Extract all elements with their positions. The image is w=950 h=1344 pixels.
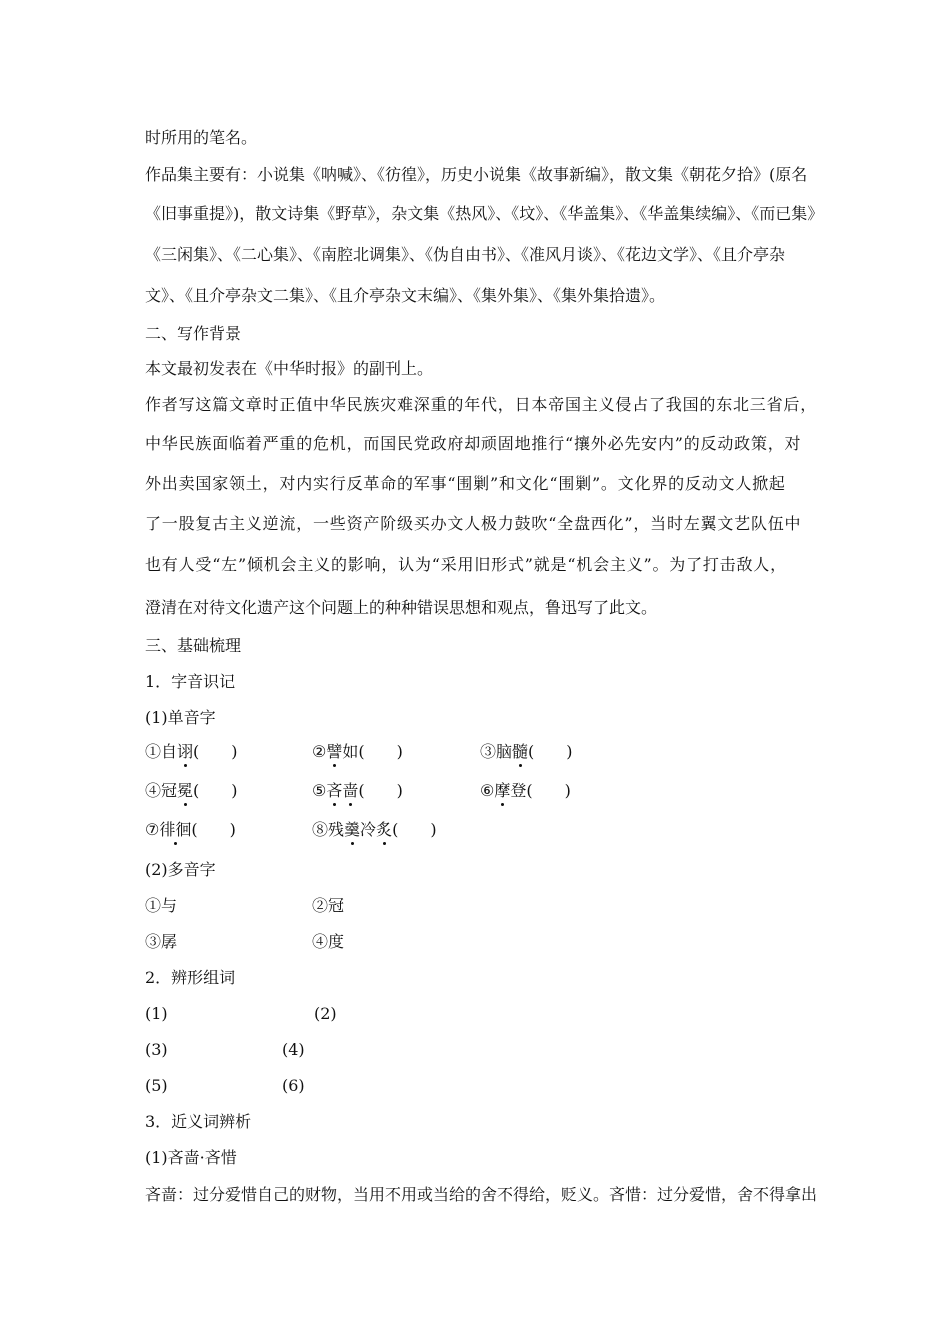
text-line: 中华民族面临着严重的危机，而国民党政府却顽固地推行“攘外必先安内”的反动政策，对 [145, 434, 802, 453]
text-line: 《三闲集》、《二心集》、《南腔北调集》、《伪自由书》、《准风月谈》、《花边文学》、《且介亭杂 [145, 245, 786, 264]
text-line: 吝啬：过分爱惜自己的财物，当用不用或当给的舍不得给，贬义。吝惜：过分爱惜，舍不得拿出 [145, 1185, 818, 1204]
subsection-heading: (2)多音字 [145, 860, 216, 879]
text-line: 澄清在对待文化遗产这个问题上的种种错误思想和观点，鲁迅写了此文。 [145, 598, 658, 617]
emphasis-char: 炙 [376, 820, 393, 839]
text-line: 文》、《且介亭杂文二集》、《且介亭杂文末编》、《集外集》、《集外集拾遗》。 [145, 286, 666, 305]
emphasis-char: 羹 [344, 820, 361, 839]
exercise-item: ②冠 [312, 896, 345, 915]
emphasis-char: 徘徊 [159, 820, 192, 839]
exercise-item: (5) [145, 1076, 168, 1095]
emphasis-char: 冕 [177, 781, 194, 800]
section-heading: 二、写作背景 [145, 324, 242, 343]
exercise-item: (6) [282, 1076, 305, 1095]
text-line: 《旧事重提》)，散文诗集《野草》，杂文集《热风》、《坟》、《华盖集》、《华盖集续编》、《而已集》 [145, 204, 824, 223]
text-line: 本文最初发表在《中华时报》的副刊上。 [145, 359, 434, 378]
exercise-item: ④冠冕( ) [145, 781, 238, 800]
subsection-heading: 3．近义词辨析 [145, 1112, 252, 1131]
exercise-item: ⑦徘徊( ) [145, 820, 236, 839]
exercise-item: ⑤吝啬( ) [312, 781, 403, 800]
exercise-item: (1) [145, 1004, 168, 1023]
emphasis-char: 髓 [512, 742, 529, 761]
emphasis-char: 诩 [177, 742, 194, 761]
text-line: 作品集主要有：小说集《呐喊》、《彷徨》，历史小说集《故事新编》，散文集《朝花夕拾》(原名 [145, 165, 808, 184]
exercise-item: ④度 [312, 932, 345, 951]
exercise-item: ①自诩( ) [145, 742, 238, 761]
exercise-item: ①与 [145, 896, 178, 915]
subsection-heading: (1)单音字 [145, 708, 216, 727]
subsection-heading: 1．字音识记 [145, 672, 236, 691]
exercise-item: ③孱 [145, 932, 178, 951]
text-line: 也有人受“左”倾机会主义的影响，认为“采用旧形式”就是“机会主义”。为了打击敌人， [145, 555, 787, 574]
emphasis-char: 摩 [494, 781, 511, 800]
emphasis-char: 啬 [342, 781, 359, 800]
text-line: 外出卖国家领土，对内实行反革命的军事“围剿”和文化“围剿”。文化界的反动文人掀起 [145, 474, 786, 493]
exercise-item: ②譬如( ) [312, 742, 403, 761]
subsection-heading: 2．辨形组词 [145, 968, 236, 987]
text-line: 作者写这篇文章时正值中华民族灾难深重的年代，日本帝国主义侵占了我国的东北三省后， [145, 395, 818, 414]
exercise-item: ⑧残羹冷炙( ) [312, 820, 437, 839]
exercise-item: ⑥摩登( ) [480, 781, 571, 800]
exercise-item: (4) [282, 1040, 305, 1059]
section-heading: 三、基础梳理 [145, 636, 242, 655]
exercise-item: ③脑髓( ) [480, 742, 573, 761]
exercise-item: (3) [145, 1040, 168, 1059]
text-line: 了一股复古主义逆流，一些资产阶级买办文人极力鼓吹“全盘西化”，当时左翼文艺队伍中 [145, 514, 802, 533]
text-line: 时所用的笔名。 [145, 128, 258, 147]
subsection-heading: (1)吝啬·吝惜 [145, 1148, 237, 1167]
exercise-item: (2) [314, 1004, 337, 1023]
emphasis-char: 譬 [326, 742, 343, 761]
